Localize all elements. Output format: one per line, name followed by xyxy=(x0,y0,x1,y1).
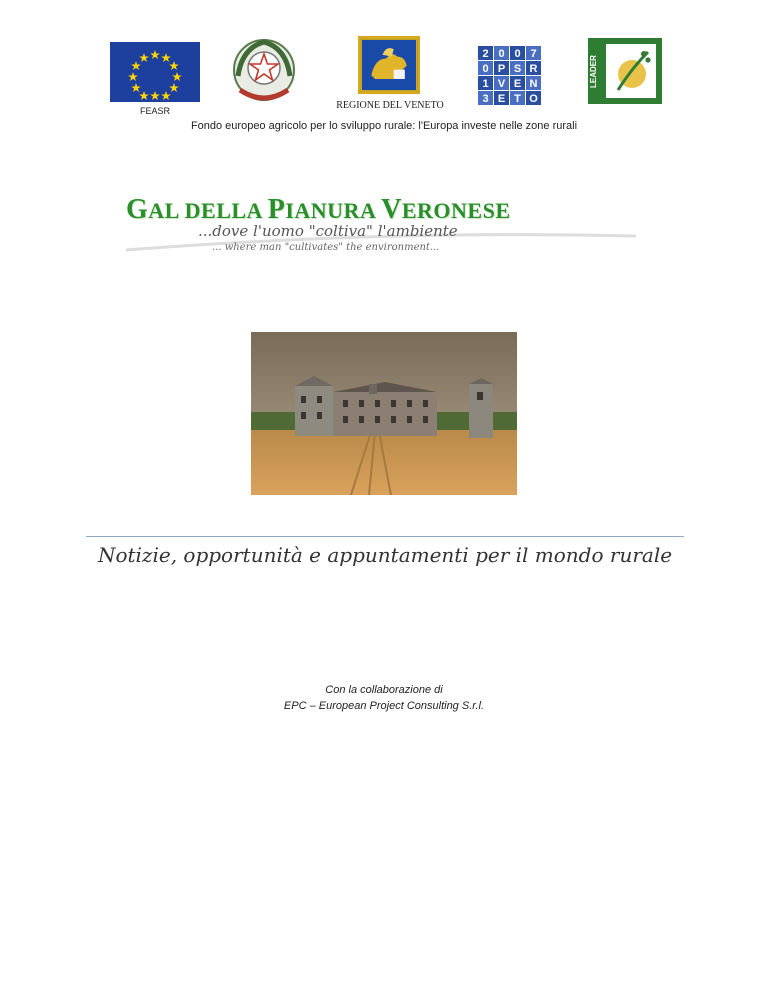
leader-label: LEADER xyxy=(589,55,598,88)
psr-cell-letter: N xyxy=(529,78,538,90)
psr-cell-letter: O xyxy=(529,93,538,105)
collaboration-note xyxy=(0,682,768,714)
headline: Notizie, opportunità e appuntamenti per il mondo rurale xyxy=(97,543,673,567)
veneto-lion-icon xyxy=(358,36,420,94)
italian-republic-emblem-icon xyxy=(228,36,300,108)
psr-cell-letter: 2 xyxy=(482,48,489,60)
psr-cell-letter: 7 xyxy=(530,48,537,60)
psr-cell-letter: 1 xyxy=(482,78,489,90)
psr-cell-letter: S xyxy=(513,63,522,75)
fondo-tagline: Fondo europeo agricolo per lo sviluppo rurale: l'Europa investe nelle zone rurali xyxy=(190,120,578,132)
psr-cell-letter: 0 xyxy=(482,63,489,75)
psr-cell-letter: V xyxy=(497,78,506,90)
psr-cell-letter: E xyxy=(513,78,522,90)
farmhouse-photo xyxy=(251,332,517,495)
psr-veneto-2007-icon xyxy=(476,38,550,106)
collab-line-1: Con la collaborazione di xyxy=(325,684,443,696)
psr-cell-letter: T xyxy=(514,93,521,105)
psr-cell-letter: R xyxy=(529,63,538,75)
leader-logo-icon xyxy=(588,38,662,104)
eu-flag-icon xyxy=(110,42,200,102)
psr-cell-letter: 0 xyxy=(514,48,521,60)
veneto-caption: REGIONE DEL VENETO xyxy=(336,100,444,111)
psr-cell-letter: 3 xyxy=(482,93,489,105)
psr-cell-letter: 0 xyxy=(498,48,505,60)
gal-title: GAL DELLA PIANURA VERONESE xyxy=(126,194,511,225)
gal-subtitle-en: ... where man "cultivates" the environment... xyxy=(212,242,440,253)
divider-line xyxy=(86,536,684,537)
gal-subtitle: ...dove l'uomo "coltiva" l'ambiente xyxy=(198,222,458,240)
logo-bar xyxy=(0,36,768,116)
psr-cell-letter: E xyxy=(497,93,506,105)
psr-cell-letter: P xyxy=(497,63,506,75)
collab-line-2: EPC – European Project Consulting S.r.l. xyxy=(283,700,485,712)
eu-caption: FEASR xyxy=(139,106,170,116)
